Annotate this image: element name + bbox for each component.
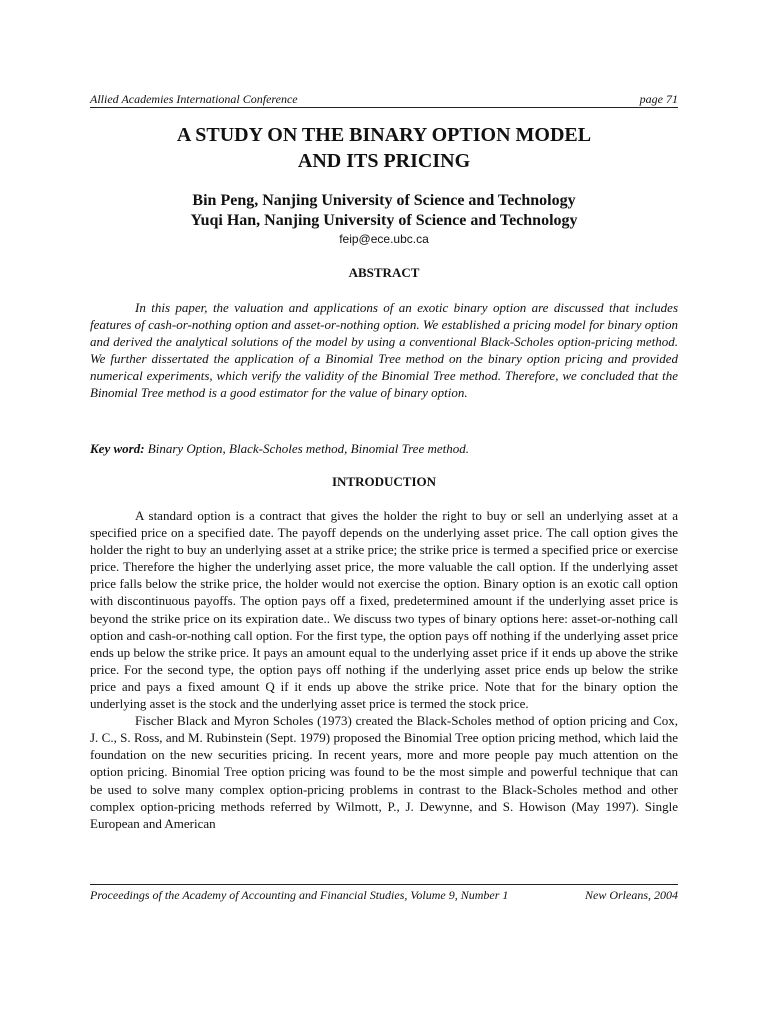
contact-email: feip@ece.ubc.ca (339, 232, 429, 246)
keywords-label: Key word: (90, 441, 145, 456)
title-line-1: A STUDY ON THE BINARY OPTION MODEL (176, 124, 592, 146)
author-2: Yuqi Han, Nanjing University of Science and Technology (190, 212, 578, 229)
introduction-paragraph-2: Fischer Black and Myron Scholes (1973) created the Black-Scholes method of option pricing and Cox, J. C., S. Ross, and M. Rubinstein (Sept. 1979) proposed the Binomial Tree option pricing method, which laid the foundation on the new securities pricing. In recent years, more and more people pay much attention on the option pricing. Binomial Tree option pricing was found to be the most simple and powerful technique that can be used to solve many complex option-pricing problems in contrast to the Black-Scholes method and other complex option-pricing methods referred by Wilmott, P., J. Dewynne, and S. Howison (May 1997). Single European and American (90, 713, 678, 831)
abstract-body: In this paper, the valuation and applications of an exotic binary option are discussed that includes features of cash-or-nothing option and asset-or-nothing option. We established a pricing model for binary option and derived the analytical solutions of the model by using a conventional Black-Scholes option-pricing method. We further dissertated the application of a Binomial Tree method on the binary option pricing and provided numerical experiments, which verify the validity of the Binomial Tree method. Therefore, we concluded that the Binomial Tree method is a good estimator for the value of binary option. (90, 300, 678, 400)
introduction-paragraph-1: A standard option is a contract that gives the holder the right to buy or sell an underlying asset at a specified price on a specified date. The payoff depends on the underlying asset price. The call option gives the holder the right to buy an underlying asset at a strike price; the strike price is termed a specified price or exercise price. Therefore the higher the underlying asset price, the more valuable the call option. If the underlying asset price falls below the strike price, the holder would not exercise the option. Binary option is an exotic call option with discontinuous payoffs. The option pays off a fixed, predetermined amount if the underlying asset price is beyond the strike price on its expiration date.. We discuss two types of binary options here: asset-or-nothing call option and cash-or-nothing call option. For the first type, the option pays off nothing if the underlying asset price ends up below the strike price. It pays an amount equal to the underlying asset price if it ends up above the strike price. For the second type, the option pays off nothing if the underlying asset price ends up below the strike price and pays a fixed amount Q if it ends up above the strike price. Note that for the binary option the underlying asset is the stock and the underlying asset price is termed the stock price. (90, 508, 678, 712)
keywords-text: Binary Option, Black-Scholes method, Binomial Tree method. (147, 441, 469, 456)
proceedings-citation: Proceedings of the Academy of Accounting and Financial Studies, Volume 9, Number 1 (90, 888, 509, 902)
running-footer (90, 884, 678, 903)
location-year: New Orleans, 2004 (585, 888, 678, 902)
abstract-heading: ABSTRACT (348, 265, 420, 280)
introduction-heading: INTRODUCTION (331, 474, 436, 489)
introduction-body (90, 507, 678, 832)
author-list (90, 191, 678, 231)
page-number: page 71 (639, 92, 678, 106)
keywords (90, 440, 678, 457)
running-header (90, 89, 678, 108)
title-line-2: AND ITS PRICING (297, 150, 471, 172)
paper-title (90, 122, 678, 174)
author-1: Bin Peng, Nanjing University of Science and Technology (192, 192, 576, 209)
conference-name: Allied Academies International Conference (90, 92, 298, 106)
